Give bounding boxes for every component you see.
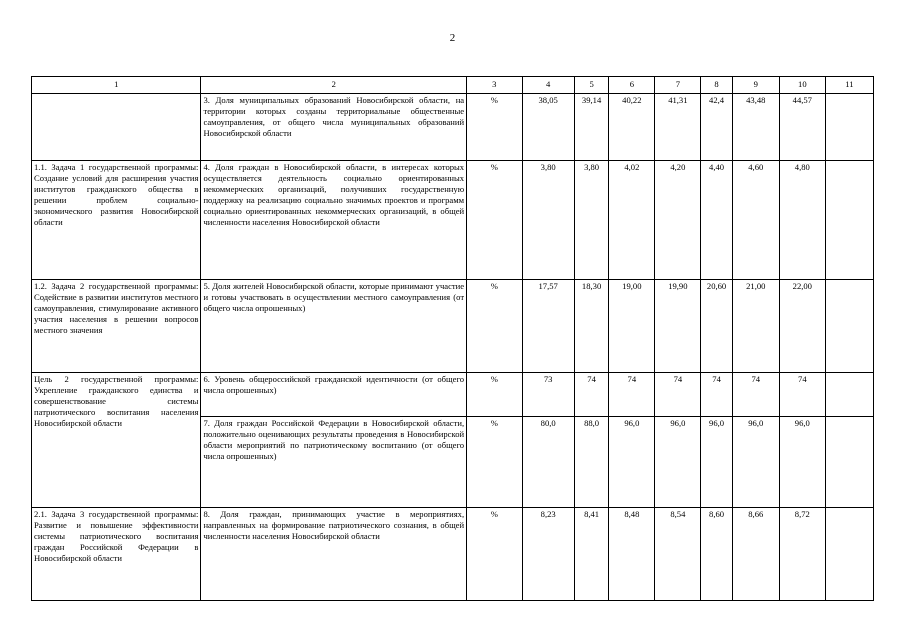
value-cell: 21,00 [732,280,779,373]
value-cell: 8,66 [732,508,779,601]
value-cell: 96,0 [732,417,779,508]
value-cell: 8,23 [522,508,574,601]
unit-cell: % [467,373,522,417]
extra-cell [825,373,873,417]
value-cell: 8,72 [779,508,825,601]
value-cell: 18,30 [574,280,609,373]
value-cell: 8,60 [701,508,732,601]
table-row [32,508,874,601]
value-cell: 4,60 [732,161,779,280]
column-header: 4 [522,77,574,94]
indicator-cell: 4. Доля граждан в Новосибирской области, в интересах которых осуществляется деятельность социально ориентированных некоммерческих организаций, получивших государственную поддержку на реализацию социально значимых проектов и программ социально ориентированных некоммерческих организаций, в общей численности населения Новосибирской области [201,161,467,280]
value-cell: 44,57 [779,94,825,161]
page-number: 2 [449,32,456,44]
column-header: 1 [32,77,201,94]
unit-cell: % [467,280,522,373]
value-cell: 96,0 [779,417,825,508]
column-header: 8 [701,77,732,94]
value-cell: 80,0 [522,417,574,508]
extra-cell [825,417,873,508]
indicator-cell: 3. Доля муниципальных образований Новосибирской области, на территории которых созданы территориальные общественные самоуправления, от общего числа муниципальных образований Новосибирской области [201,94,467,161]
column-header: 2 [201,77,467,94]
value-cell: 73 [522,373,574,417]
unit-cell: % [467,94,522,161]
value-cell: 74 [732,373,779,417]
column-header: 3 [467,77,522,94]
column-header-row [32,77,874,94]
value-cell: 8,54 [655,508,701,601]
value-cell: 17,57 [522,280,574,373]
value-cell: 8,48 [609,508,655,601]
value-cell: 43,48 [732,94,779,161]
value-cell: 41,31 [655,94,701,161]
value-cell: 74 [609,373,655,417]
value-cell: 96,0 [701,417,732,508]
value-cell: 74 [574,373,609,417]
column-header: 11 [825,77,873,94]
value-cell: 74 [701,373,732,417]
table-row [32,94,874,161]
table-row [32,373,874,417]
indicators-table [31,76,874,601]
value-cell: 96,0 [609,417,655,508]
value-cell: 20,60 [701,280,732,373]
value-cell: 22,00 [779,280,825,373]
table-row [32,280,874,373]
value-cell: 74 [779,373,825,417]
unit-cell: % [467,508,522,601]
column-header: 7 [655,77,701,94]
indicator-cell: 5. Доля жителей Новосибирской области, которые принимают участие и готовы участвовать в осуществлении местного самоуправления (от общего числа опрошенных) [201,280,467,373]
value-cell: 19,90 [655,280,701,373]
value-cell: 19,00 [609,280,655,373]
indicator-cell: 6. Уровень общероссийской гражданской идентичности (от общего числа опрошенных) [201,373,467,417]
value-cell: 4,20 [655,161,701,280]
unit-cell: % [467,161,522,280]
column-header: 5 [574,77,609,94]
goal-cell [32,94,201,161]
value-cell: 74 [655,373,701,417]
extra-cell [825,280,873,373]
extra-cell [825,161,873,280]
indicator-cell: 7. Доля граждан Российской Федерации в Новосибирской области, положительно оценивающих результаты проведения в Новосибирской области мероприятий по патриотическому воспитанию (от общего числа опрошенных) [201,417,467,508]
value-cell: 40,22 [609,94,655,161]
value-cell: 4,40 [701,161,732,280]
goal-cell: 1.1. Задача 1 государственной программы: Создание условий для расширения участия институтов гражданского общества в решении проблем социально-экономического развития Новосибирской области [32,161,201,280]
value-cell: 88,0 [574,417,609,508]
value-cell: 8,41 [574,508,609,601]
goal-cell: 1.2. Задача 2 государственной программы: Содействие в развитии институтов местного самоуправления, стимулирование активного участия населения в решении вопросов местного значения [32,280,201,373]
value-cell: 4,02 [609,161,655,280]
value-cell: 38,05 [522,94,574,161]
column-header: 9 [732,77,779,94]
column-header: 10 [779,77,825,94]
column-header: 6 [609,77,655,94]
value-cell: 42,4 [701,94,732,161]
value-cell: 4,80 [779,161,825,280]
value-cell: 3,80 [574,161,609,280]
indicator-cell: 8. Доля граждан, принимающих участие в мероприятиях, направленных на формирование патриотического сознания, в общей численности населения Новосибирской области [201,508,467,601]
value-cell: 39,14 [574,94,609,161]
value-cell: 3,80 [522,161,574,280]
goal-cell: Цель 2 государственной программы: Укрепление гражданского единства и совершенствование системы патриотического воспитания населения Новосибирской области [32,373,201,508]
value-cell: 96,0 [655,417,701,508]
table-row [32,161,874,280]
goal-cell: 2.1. Задача 3 государственной программы: Развитие и повышение эффективности системы патриотического воспитания граждан Российской Федерации в Новосибирской области [32,508,201,601]
unit-cell: % [467,417,522,508]
extra-cell [825,508,873,601]
extra-cell [825,94,873,161]
